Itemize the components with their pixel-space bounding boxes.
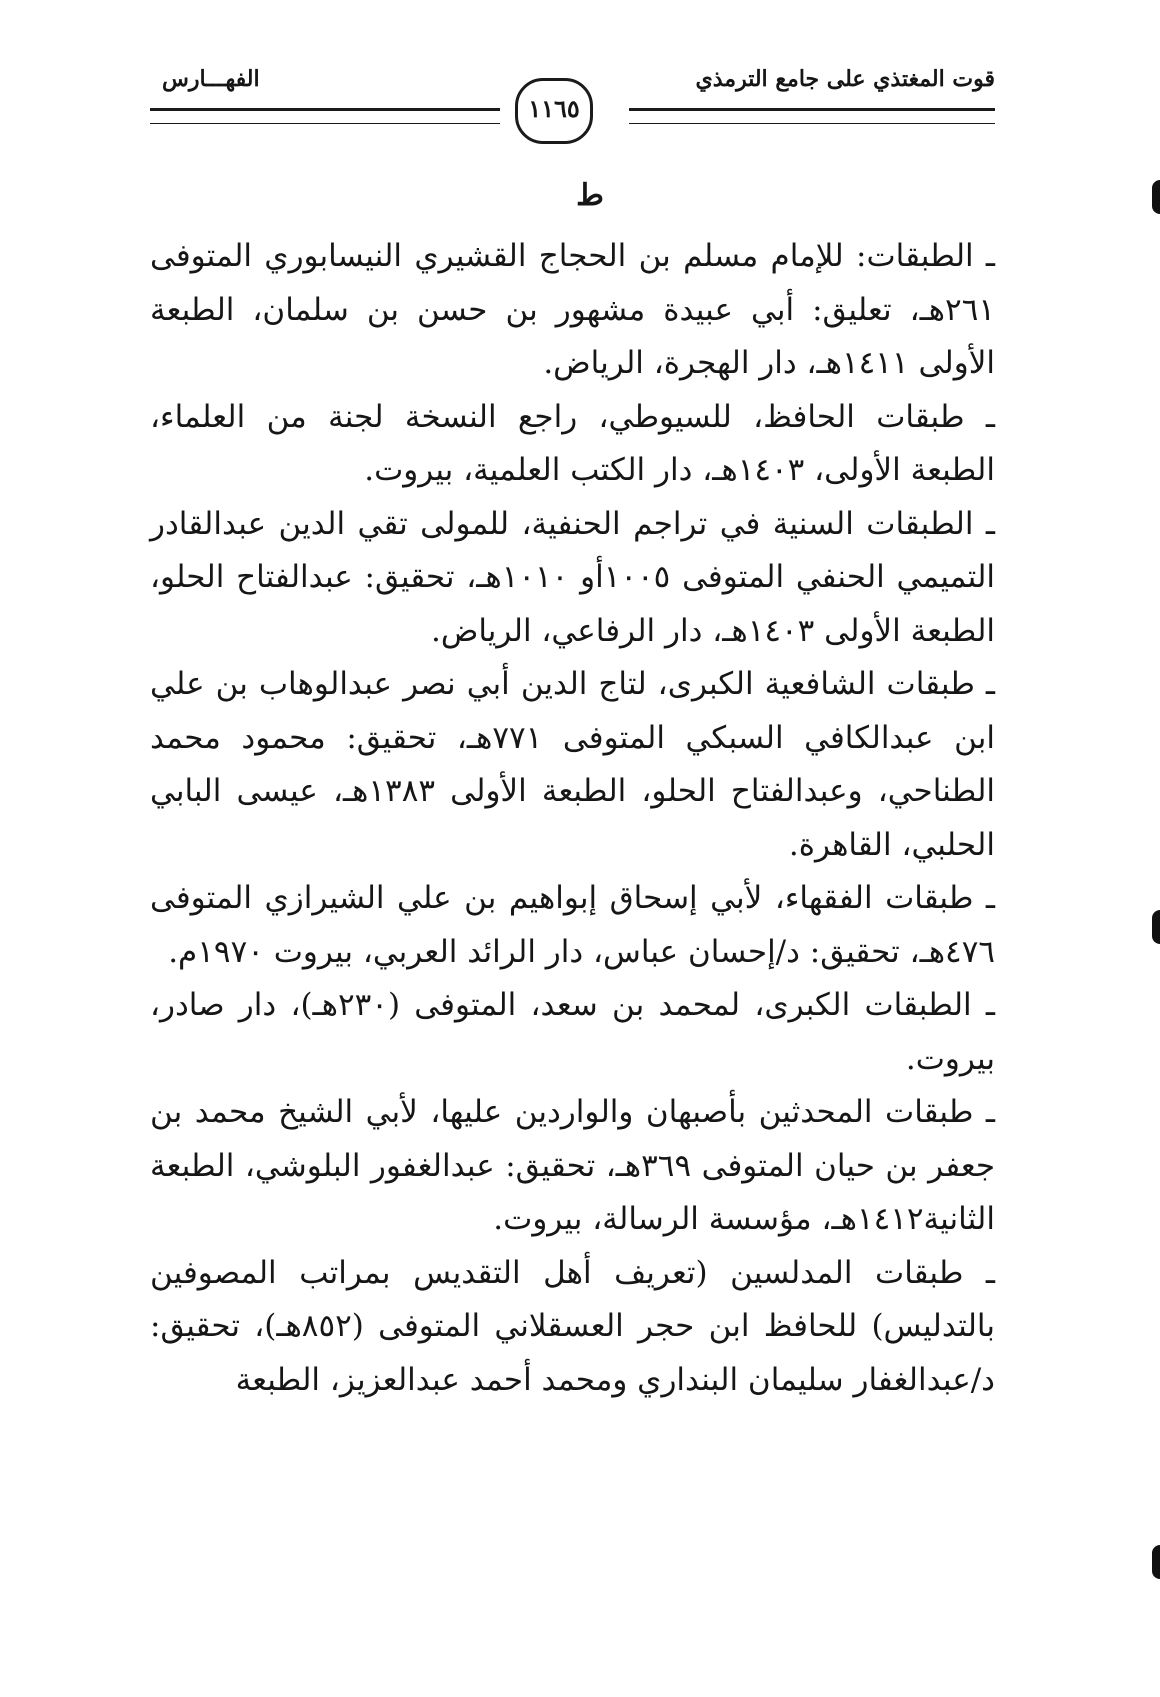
section-letter: ط <box>576 178 604 213</box>
bibliography-entry: ـ طبقات المحدثين بأصبهان والواردين عليها، لأبي الشيخ محمد بن جعفر بن حيان المتوفى ٣٦٩هـ، تحقيق: عبدالغفور البلوشي، الطبعة الثانية١٤١٢هـ، مؤسسة الرسالة، بيروت. <box>150 1094 995 1237</box>
header-rule-right <box>629 108 995 124</box>
binding-hole-mark <box>1152 180 1160 214</box>
page-header <box>150 60 995 150</box>
bibliography-entry: ـ طبقات الفقهاء، لأبي إسحاق إبواهيم بن علي الشيرازي المتوفى ٤٧٦هـ، تحقيق: د/إحسان عباس، دار الرائد العربي، بيروت ١٩٧٠م. <box>150 880 995 970</box>
binding-hole-mark <box>1152 1545 1160 1579</box>
book-title: قوت المغتذي على جامع الترمذي <box>695 66 995 92</box>
binding-hole-mark <box>1152 910 1160 944</box>
bibliography-entry: ـ طبقات المدلسين (تعريف أهل التقديس بمراتب المصوفين بالتدليس) للحافظ ابن حجر العسقلاني المتوفى (٨٥٢هـ)، تحقيق: د/عبدالغفار سليمان البنداري ومحمد أحمد عبدالعزيز، الطبعة <box>150 1254 995 1398</box>
bibliography-list <box>150 230 995 1407</box>
bibliography-entry: ـ الطبقات السنية في تراجم الحنفية، للمولى تقي الدين عبدالقادر التميمي الحنفي المتوفى ١٠٠٥أو ١٠١٠هـ، تحقيق: عبدالفتاح الحلو، الطبعة الأولى ١٤٠٣هـ، دار الرفاعي، الرياض. <box>150 505 996 649</box>
bibliography-entry: ـ طبقات الحافظ، للسيوطي، راجع النسخة لجنة من العلماء، الطبعة الأولى، ١٤٠٣هـ، دار الكتب العلمية، بيروت. <box>150 398 995 488</box>
bibliography-entry: ـ الطبقات الكبرى، لمحمد بن سعد، المتوفى (٢٣٠هـ)، دار صادر، بيروت. <box>150 987 995 1077</box>
bibliography-entry: ـ طبقات الشافعية الكبرى، لتاج الدين أبي نصر عبدالوهاب بن علي ابن عبدالكافي السبكي المتوفى ٧٧١هـ، تحقيق: محمود محمد الطناحي، وعبدالفتاح الحلو، الطبعة الأولى ١٣٨٣هـ، عيسى البابي الحلبي، القاهرة. <box>150 666 996 863</box>
header-rule-left <box>150 108 500 124</box>
page-number: ١١٦٥ <box>515 78 593 144</box>
section-title: الفهـــارس <box>162 66 260 92</box>
bibliography-entry: ـ الطبقات: للإمام مسلم بن الحجاج القشيري النيسابوري المتوفى ٢٦١هـ، تعليق: أبي عبيدة مشهور بن حسن بن سلمان، الطبعة الأولى ١٤١١هـ، دار الهجرة، الرياض. <box>150 238 995 381</box>
